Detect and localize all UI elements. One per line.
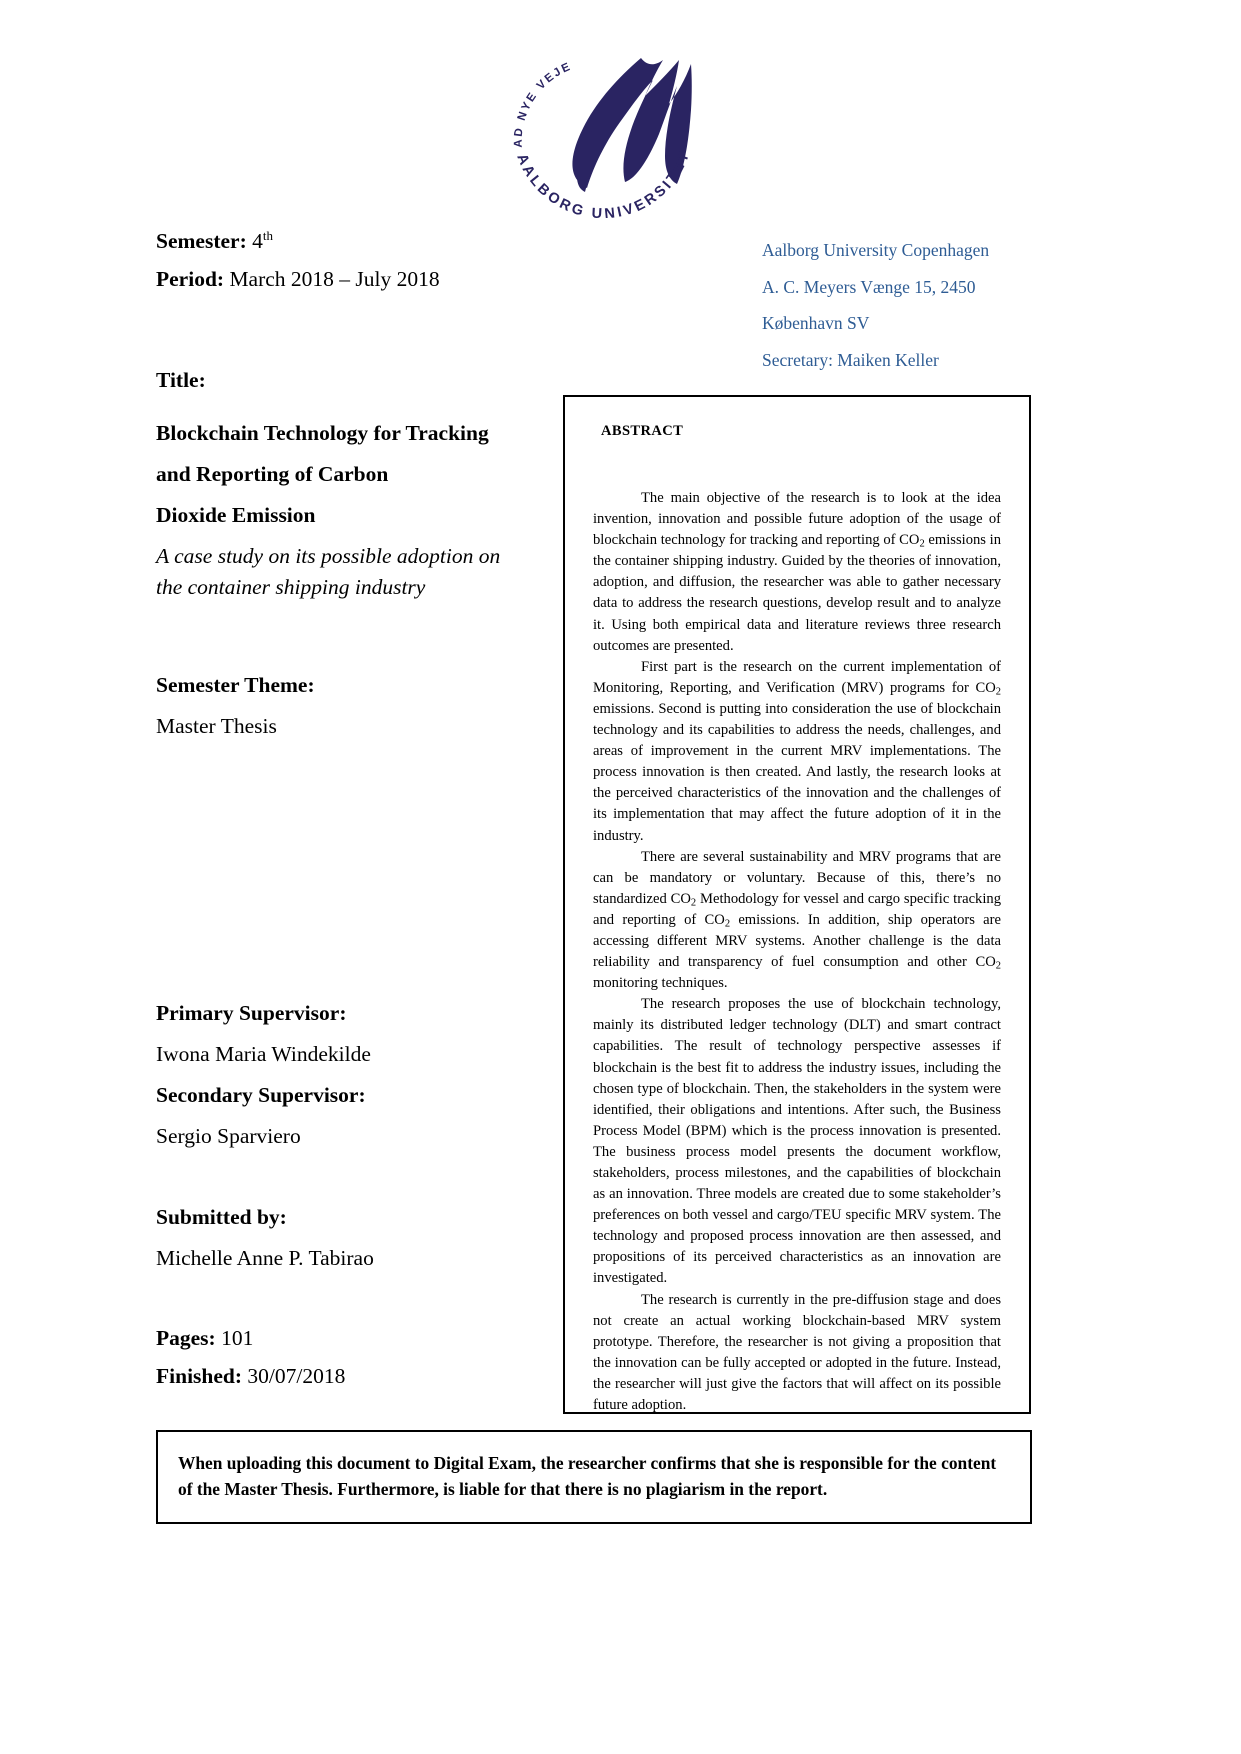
pages-label: Pages: xyxy=(156,1326,216,1350)
primary-supervisor-value: Iwona Maria Windekilde xyxy=(156,1042,371,1066)
thesis-subtitle-line-2: the container shipping industry xyxy=(156,575,426,599)
abstract-paragraph-3: There are several sustainability and MRV programs that are can be mandatory or voluntary. Because of this, there’s no standardized $CO_2$ Methodology for vessel and cargo specific tracking and reporting of $CO_2$ emissions. In addition, ship operators are accessing different MRV systems. Another challenge is the data reliability and transparency of fuel consumption and other $CO_2$ monitoring techniques. xyxy=(593,848,1001,992)
finished-value: 30/07/2018 xyxy=(247,1364,346,1388)
thesis-title-line-3: Dioxide Emission xyxy=(156,503,316,527)
finished-line xyxy=(156,1357,546,1395)
thesis-title-line-1: Blockchain Technology for Tracking xyxy=(156,421,489,445)
thesis-subtitle-line-1: A case study on its possible adoption on xyxy=(156,544,501,568)
semester-label: Semester: xyxy=(156,229,247,253)
period-line xyxy=(156,260,586,298)
semester-theme-label: Semester Theme: xyxy=(156,673,315,697)
abstract-heading: ABSTRACT xyxy=(601,423,684,439)
semester-ordinal-suffix: th xyxy=(262,227,273,243)
secondary-supervisor-label: Secondary Supervisor: xyxy=(156,1083,366,1107)
metadata-column xyxy=(156,360,546,1395)
abstract-paragraph-5: The research is currently in the pre-diffusion stage and does not create an actual working blockchain-based MRV system prototype. Therefore, the researcher is not giving a proposition that the innovation can be fully accepted or adopted in the future. Instead, the researcher will just give the factors that will affect on its possible future adoption. xyxy=(593,1291,1001,1414)
semester-line xyxy=(156,222,586,260)
aalborg-university-logo xyxy=(493,38,708,218)
abstract-paragraph-2: First part is the research on the current implementation of Monitoring, Reporting, and Verification (MRV) programs for $CO_2$ emissions. Second is putting into consideration the use of blockchain technology and its capabilities to address the needs, challenges, and areas of improvement in the current MRV implementations. The process innovation is then created. And lastly, the research looks at the perceived characteristics of the innovation and the challenges of its implementation that may affect the future adoption of it in the industry. xyxy=(593,658,1001,844)
abstract-paragraph-4: The research proposes the use of blockchain technology, mainly its distributed ledger technology (DLT) and smart contract capabilities. The result of technology perspective assesses if blockchain is the best fit to address the industry issues, including the chosen type of blockchain. Then, the stakeholders in the system were identified, their obligations and intentions. After such, the Business Process Model (BPM) which is the process innovation is presented. The business process model presents the document workflow, stakeholders, process milestones, and the capabilities of blockchain as an innovation. Three models are created due to some stakeholder’s preferences on both vessel and cargo/TEU specific MRV system. The technology and proposed process innovation are then assessed, and propositions of its perceived characteristics as an innovation are investigated. xyxy=(593,996,1001,1287)
address-line-secretary: Secretary: Maiken Keller xyxy=(762,349,939,370)
period-label: Period: xyxy=(156,267,225,291)
logo-bottom-text: AALBORG UNIVERSITET xyxy=(513,147,694,218)
abstract-box xyxy=(563,395,1031,1414)
logo-svg xyxy=(493,38,708,218)
university-address-block xyxy=(762,232,1092,378)
period-value: March 2018 – July 2018 xyxy=(229,267,440,291)
digital-exam-disclaimer-box xyxy=(156,1430,1032,1524)
secondary-supervisor-value: Sergio Sparviero xyxy=(156,1124,301,1148)
thesis-title-line-2: and Reporting of Carbon xyxy=(156,462,389,486)
logo-top-text: AD NYE VEJE xyxy=(512,60,574,148)
abstract-body xyxy=(593,488,1001,1416)
address-line-2: A. C. Meyers Vænge 15, 2450 xyxy=(762,276,976,297)
title-label: Title: xyxy=(156,368,206,392)
address-line-3: København SV xyxy=(762,313,870,333)
header-left-block xyxy=(156,222,586,298)
semester-value: 4 xyxy=(252,229,263,253)
disclaimer-text: When uploading this document to Digital Exam, the researcher confirms that she is responsible for the content of the Master Thesis. Furthermore, is liable for that there is no plagiarism in the report. xyxy=(178,1453,997,1499)
pages-value: 101 xyxy=(221,1326,254,1350)
submitted-by-value: Michelle Anne P. Tabirao xyxy=(156,1246,374,1270)
submitted-by-label: Submitted by: xyxy=(156,1205,287,1229)
abstract-paragraph-1: The main objective of the research is to look at the idea invention, innovation and possible future adoption of the usage of blockchain technology for tracking and reporting of $CO_2$ emissions in the container shipping industry. Guided by the theories of innovation, adoption, and diffusion, the researcher was able to gather necessary data to address the research questions, develop result and to analyze it. Using both empirical data and literature reviews three research outcomes are presented. xyxy=(593,490,1001,654)
primary-supervisor-label: Primary Supervisor: xyxy=(156,1001,347,1025)
finished-label: Finished: xyxy=(156,1364,243,1388)
address-line-1: Aalborg University Copenhagen xyxy=(762,240,990,260)
pages-line xyxy=(156,1319,546,1357)
semester-theme-value: Master Thesis xyxy=(156,714,277,738)
